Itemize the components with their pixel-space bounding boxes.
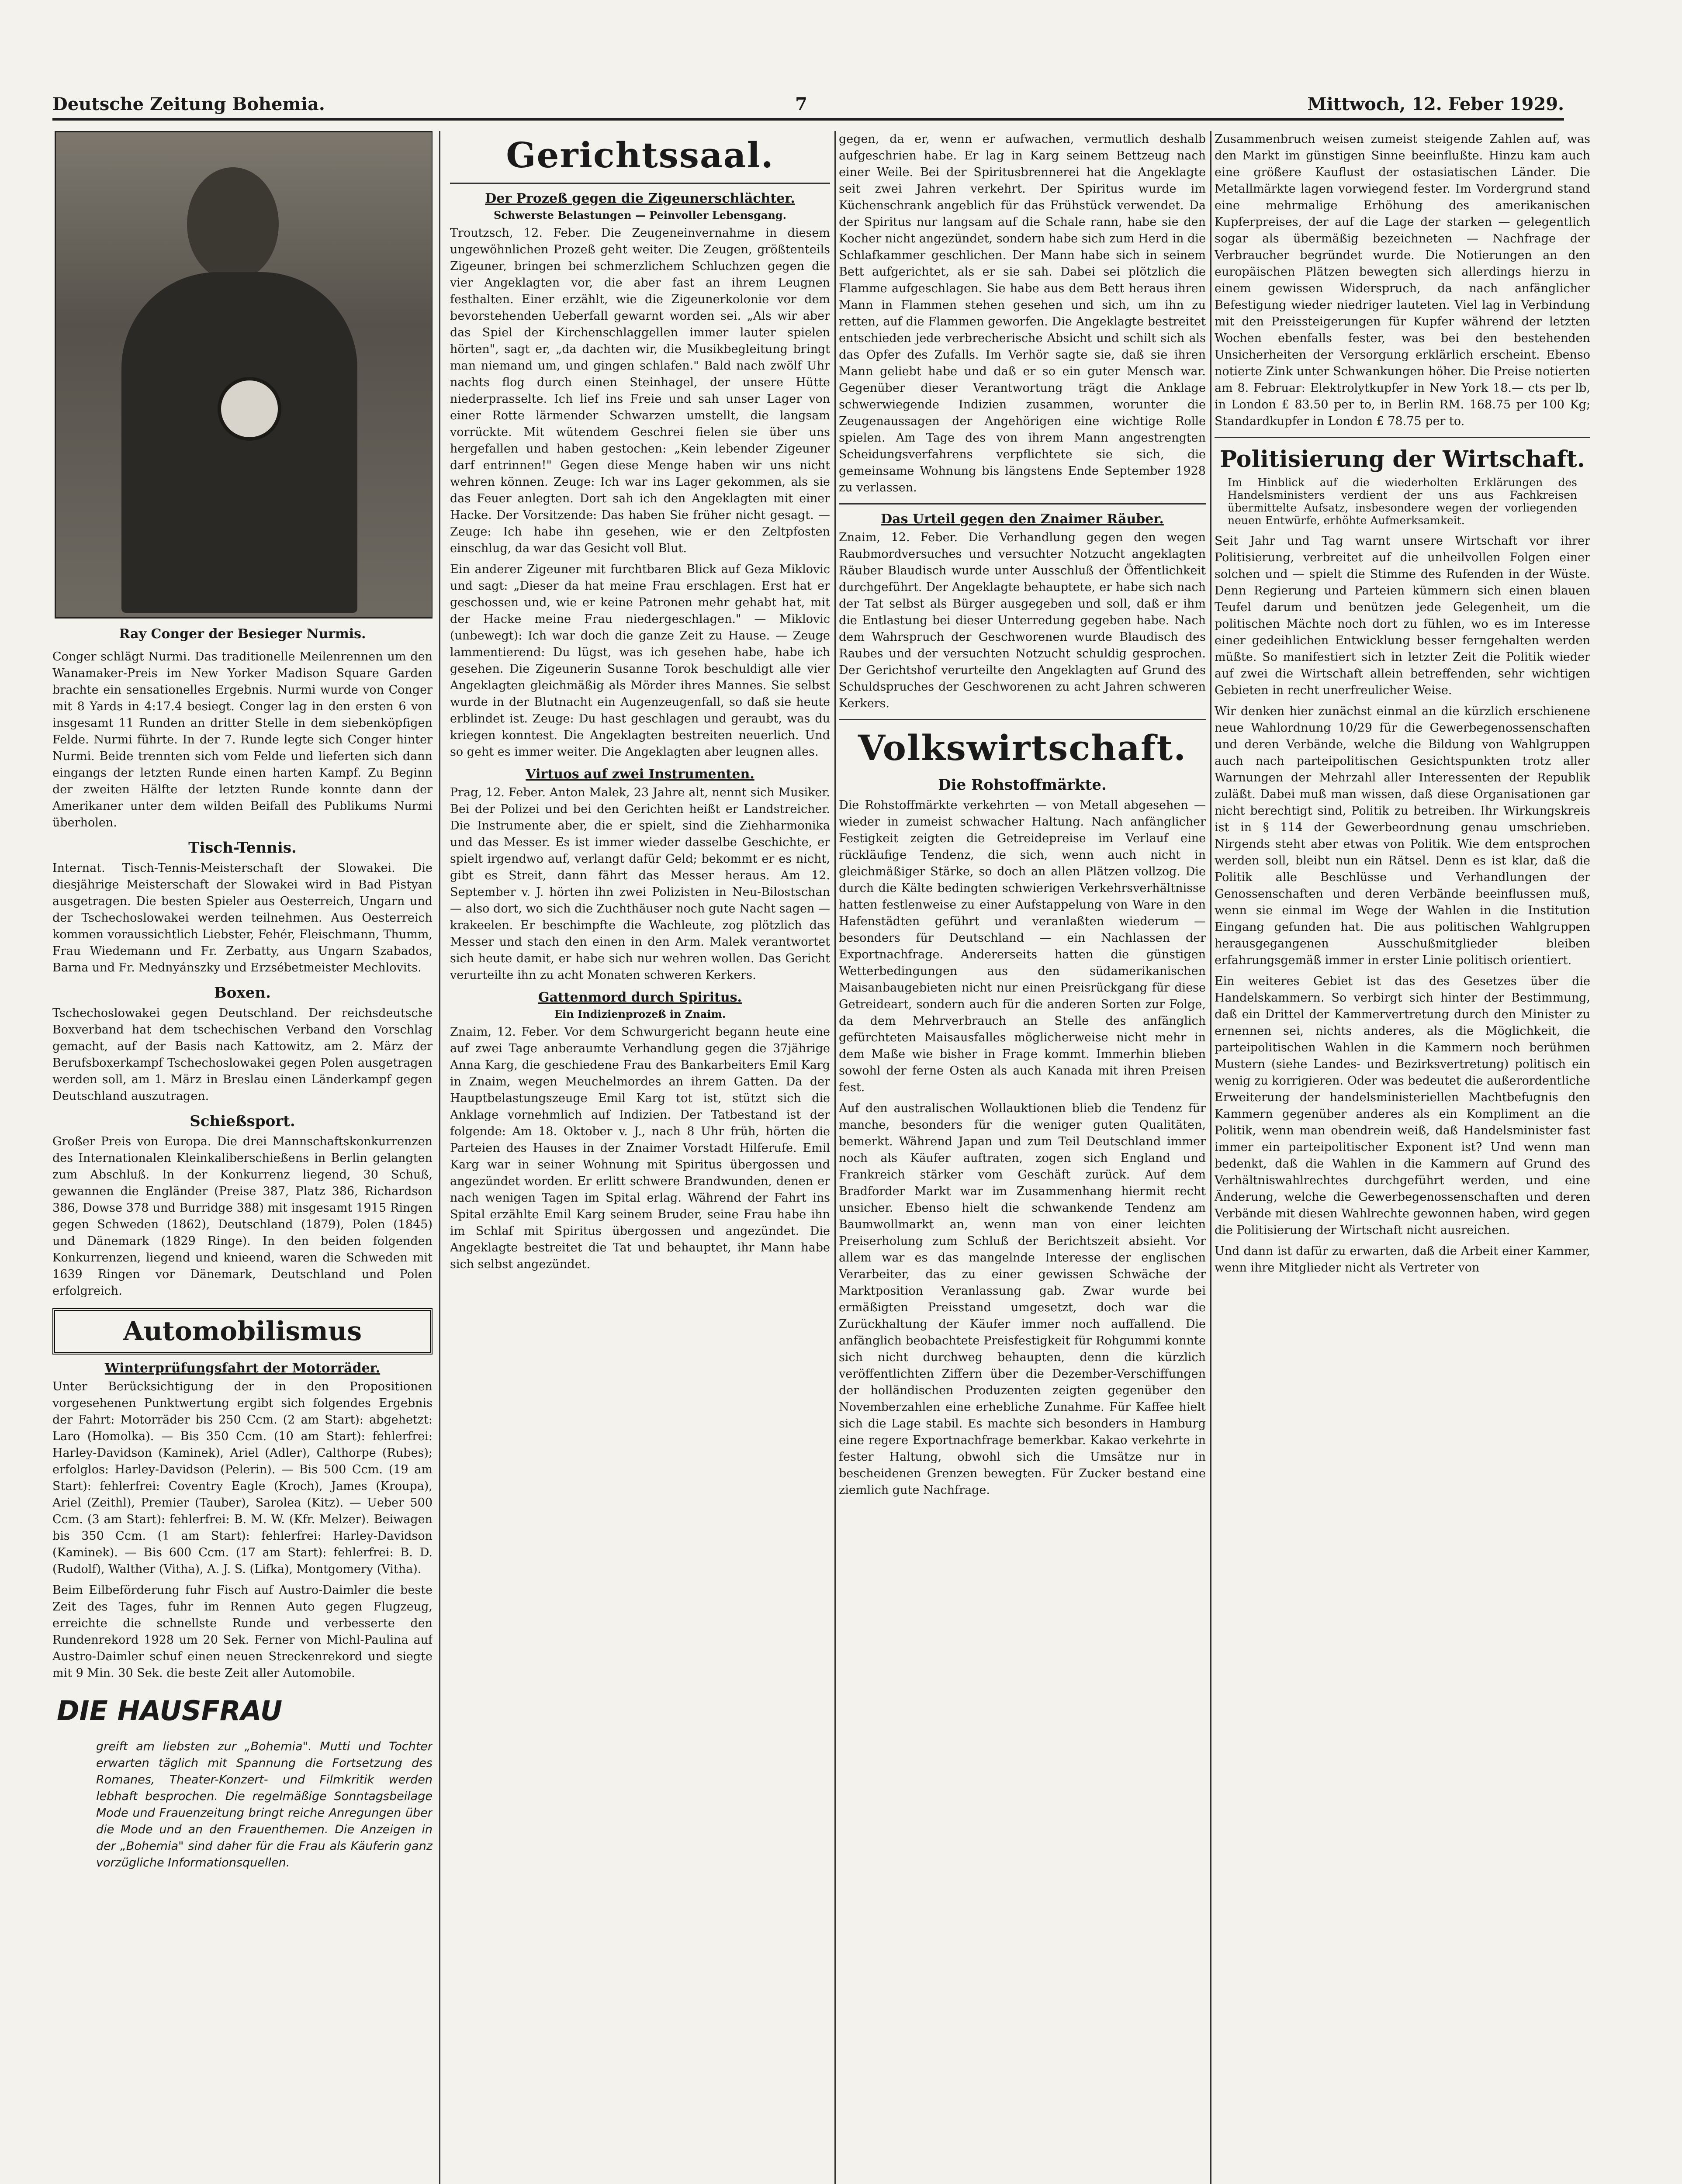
- section-title: Volkswirtschaft.: [858, 727, 1187, 768]
- article-text: Conger schlägt Nurmi. Das traditionelle Meilenrennen um den Wanamaker-Preis im New Yorker Madison Square Garden brachte ein sensationelles Ergebnis. Nurmi wurde von Conger mit 8 Yards in 4:17.4 besiegt. Conger lag in den ersten 6 von insgesamt 11 Runden an dritter Stelle in dem siebenköpfigen Felde. Nurmi führte. In der 7. Runde legte sich Conger hinter Nurmi. Beide trennten sich vom Felde und lieferten sich dann eingangs der letzten Runde einen harten Kampf. Zu Beginn der zweiten Hälfte der letzten Runde konnte dann der Amerikaner unter dem wilden Beifall des Publikums Nurmi überholen.: [52, 650, 433, 829]
- photo-head-shape: [187, 167, 279, 281]
- article-text: Auf den australischen Wollauktionen blieb die Tendenz für manche, besonders für die weniger guten Qualitäten, bemerkt. Während Japan und zum Teil Deutschland immer noch als Käufer auftraten, zogen sich England und Frankreich stärker vom Geschäft zurück. Auf dem Bradforder Markt war im Zusammenhang hiermit recht unsicher. Ebenso hielt die schwankende Tendenz am Baumwollmarkt an, wenn man von einer leichten Preiserholung zum Schluß der Berichtszeit absieht. Vor allem war es das mangelnde Interesse der englischen Verarbeiter, das zu einer gewissen Schwäche der Marktposition Veranlassung gab. Zwar wurde bei ermäßigten Preisstand umgesetzt, doch war die Zurückhaltung der Käufer immer noch auffallend. Die anfänglich beobachtete Preisfestigkeit für Rohgummi konnte sich nicht durchweg behaupten, denn die kürzlich veröffentlichten Ziffern über die Dezember-Verschiffungen der holländischen Produzenten zeigten gegenüber den Novemberzahlen eine erhebliche Zunahme. Für Kaffee hielt sich die Lage stabil. Es machte sich besonders in Hamburg eine regere Exportnachfrage bemerkbar. Kakao verkehrte in fester Haltung, obwohl sich die Umsätze nur in bescheidenen Grenzen bewegten. Für Zucker bestand eine ziemlich gute Nachfrage.: [839, 1102, 1206, 1497]
- article-text: Beim Eilbeförderung fuhr Fisch auf Austro-Daimler die beste Zeit des Tages, fuhr im Rennen Auto gegen Flugzeug, erreichte die schnellste Runde und verbesserte den Rundenrekord 1928 um 20 Sek. Ferner von Michl-Paulina auf Austro-Daimler schuf einen neuen Streckenrekord und siegte mit 9 Min. 30 Sek. die beste Zeit aller Automobile.: [52, 1583, 433, 1680]
- article-text: Die Rohstoffmärkte verkehrten — von Metall abgesehen — wieder in zumeist schwacher Haltung. Nach anfänglicher Festigkeit zeigten die Getreidepreise im Verlauf eine rückläufige Tendenz, die sich, wenn auch nicht in gleichmäßiger Stärke, so doch an allen Plätzen vollzog. Die durch die Kälte bedingten schwierigen Verkehrsverhältnisse hatten festlenweise zu einer Aufstappelung von Ware in den Hafenstädten geführt und veranlaßten wiederum — besonders für Deutschland — ein Nachlassen der Exportnachfrage. Andererseits hatten die günstigen Wetterbedingungen aus den südamerikanischen Maisanbaugebieten nicht nur einen Preisrückgang für diese Getreideart, sondern auch für die anderen Sorten zur Folge, da dem Mehrverbrauch an Stelle des anfänglich gefürchteten Maisausfalles möglicherweise nicht mehr in dem Maße wie bisher in Frage kommt. Immerhin blieben sowohl der ferne Osten als auch Kanada mit ihren Preisen fest.: [839, 798, 1206, 1094]
- column-4: [1215, 131, 1590, 2184]
- article-heading: Virtuos auf zwei Instrumenten.: [526, 767, 754, 782]
- column-rule: [834, 131, 836, 2184]
- column-1: [52, 131, 433, 2184]
- paper-name: Deutsche Zeitung Bohemia.: [52, 94, 325, 114]
- article-text: Znaim, 12. Feber. Vor dem Schwurgericht begann heute eine auf zwei Tage anberaumte Verhandlung gegen die 37jährige Anna Karg, die geschiedene Frau des Bankarbeiters Emil Karg in Znaim, wegen Meuchelmordes an ihrem Gatten. Da der Hauptbelastungszeuge Emil Karg tot ist, stützt sich die Anklage vornehmlich auf Indizien. Der Tatbestand ist der folgende: Am 18. Oktober v. J., nach 8 Uhr früh, hörten die Parteien des Hauses in der Znaimer Vorstadt Hilferufe. Emil Karg war in seiner Wohnung mit Spiritus übergossen und angezündet worden. Er erlitt schwere Brandwunden, denen er nach wenigen Tagen im Spital erlag. Während der Fahrt ins Spital erzählte Emil Karg seinem Bruder, seine Frau habe ihn im Schlaf mit Spiritus übergossen und angezündet. Die Angeklagte bestreitet die Tat und behauptet, ihr Mann habe sich selbst angezündet.: [450, 1025, 830, 1271]
- article-text: Ein anderer Zigeuner mit furchtbaren Blick auf Geza Miklovic und sagt: „Dieser da hat meine Frau erschlagen. Erst hat er geschossen und, wie er keine Patronen mehr gehabt hat, mit der Hacke meine Frau niedergeschlagen." — Miklovic (unbewegt): Ich war doch die ganze Zeit zu Hause. — Zeuge lammentierend: Du lügst, was ich gesehen habe, habe ich gesehen. Die Zigeunerin Susanne Torok beschuldigt alle vier Angeklagten gleichmäßig als Mörder ihres Mannes. Sie selbst wurde in der Blutnacht ein Augenzeugenfall, so daß sie heute erblindet ist. Zeuge: Du hast geschlagen und geraubt, was du kriegen konntest. Die Angeklagten bestreiten neuerlich. Und so geht es immer weiter. Die Angeklagten aber leugnen alles.: [450, 563, 830, 759]
- shirt-badge-icon: [218, 377, 281, 441]
- article-text: Internat. Tisch-Tennis-Meisterschaft der Slowakei. Die diesjährige Meisterschaft der Slowakei wird in Bad Pistyan ausgetragen. Die besten Spieler aus Oesterreich, Ungarn und der Tschechoslowakei werden teilnehmen. Aus Oesterreich kommen voraussichtlich Liebster, Fehér, Fleischmann, Thumm, Frau Wiedemann und Fr. Zerbatty, aus Ungarn Szabados, Barna und Fr. Mednyánszky und Erzsébetmeister Mechlovits.: [52, 861, 433, 975]
- column-2: [450, 131, 830, 2184]
- column-rule: [439, 131, 440, 2184]
- divider: [1215, 437, 1590, 438]
- divider: [450, 183, 830, 184]
- article-text: Troutzsch, 12. Feber. Die Zeugeneinvernahme in diesem ungewöhnlichen Prozeß geht weiter. Die Zeugen, größtenteils Zigeuner, bringen bei schmerzlichem Schluchzen gegen die vier Angeklagten vor, die aber fast an ihrem Leugnen festhalten. Einer erzählt, wie die Zigeunerkolonie vor dem bevorstehenden Ueberfall gewarnt worden sei. „Als wir aber das Spiel der Kirchenschlaggellen immer lauter spielen hörten", sagt er, „da dachten wir, die Musikbegleitung bringt man niemand um, und gingen schlafen." Bald nach zwölf Uhr nachts flog durch einen Steinhagel, der unsere Hütte niederprasselte. Ich lief ins Freie und sah unser Lager von einer Rotte lärmender Schwarzen umstellt, die langsam vorrückte. Mit wütendem Geschrei fielen sie über uns hergefallen und haben gestochen: „Kein lebender Zigeuner darf entrinnen!" Gegen diese Menge haben wir uns nicht wehren können. Zeuge: Ich war ins Lager gekommen, als sie das Feuer anlegten. Dort sah ich den Angeklagten mit einer Hacke. Der Vorsitzende: Das haben Sie früher nicht gesagt. — Zeuge: Ich habe ihn gesehen, wie er den Zeltpfosten einschlug, da war das Gesicht voll Blut.: [450, 226, 830, 555]
- article-text: Znaim, 12. Feber. Die Verhandlung gegen den wegen Raubmordversuches und versuchter Notzucht angeklagten Räuber Blaudisch wurde unter Ausschluß der Öffentlichkeit durchgeführt. Der Angeklagte behauptete, er habe sich nach der Tat selbst als Bürger ausgegeben und soll, daß er ihm die Entlastung bei dieser Unterredung gegeben habe. Nach dem Wahrspruch der Geschworenen wurde Blaudisch des Raubes und der versuchten Notzucht schuldig gesprochen. Der Gerichtshof verurteilte den Angeklagten auf Grund des Schuldspruches der Geschworenen zu acht Jahren schweren Kerkers.: [839, 531, 1206, 710]
- article-text: Seit Jahr und Tag warnt unsere Wirtschaft vor ihrer Politisierung, verbreitet auf die unheilvollen Folgen einer solchen und — spielt die Stimme des Rufenden in der Wüste. Denn Regierung und Parteien kümmern sich einen blauen Teufel darum und benützen jede Gelegenheit, um die politischen Mächte noch dort zu fühlen, wo es im Interesse einer gedeihlichen Entwicklung besser ferngehalten werden müßte. So manifestiert sich in letzter Zeit die Politik wieder auf zwei die Wirtschaft allein betreffenden, sehr wichtigen Gebieten in recht unerfreulicher Weise.: [1215, 534, 1590, 697]
- issue-date: Mittwoch, 12. Feber 1929.: [1307, 94, 1564, 114]
- article-subheading: Im Hinblick auf die wiederholten Erklärungen des Handelsministers verdient der uns aus Fachkreisen übermittelte Aufsatz, insbesondere wegen der vorliegenden neuen Entwürfe, erhöhte Aufmerksamkeit.: [1228, 476, 1577, 527]
- article-subheading: Schwerste Belastungen — Peinvoller Lebensgang.: [494, 209, 786, 221]
- article-heading: Politisierung der Wirtschaft.: [1220, 446, 1585, 473]
- advert-title: DIE HAUSFRAU: [57, 1695, 283, 1727]
- article-heading: Gattenmord durch Spiritus.: [538, 990, 742, 1005]
- article-subheading: Ein Indizienprozeß in Znaim.: [554, 1008, 726, 1020]
- section-heading: Boxen.: [214, 984, 271, 1002]
- article-text: Prag, 12. Feber. Anton Malek, 23 Jahre alt, nennt sich Musiker. Bei der Polizei und bei den Gerichten heißt er Landstreicher. Die Instrumente aber, die er spielt, sind die Ziehharmonika und das Messer. Es ist immer wieder dasselbe Geschichte, er spielt irgendwo auf, verlangt dafür Geld; bekommt er es nicht, gibt es Streit, dann fährt das Messer heraus. Am 12. September v. J. hörten ihn zwei Polizisten in Neu-Bilostschan — also dort, wo sich die Zuchthäuser noch gute Nacht sagen — krakeelen. Er beschimpfte die Wachleute, zog plötzlich das Messer und stach den einen in den Arm. Malek verantwortet sich heute damit, er habe sich nur wehren wollen. Das Gericht verurteilte ihn zu acht Monaten schweren Kerkers.: [450, 786, 830, 982]
- article-text: Tschechoslowakei gegen Deutschland. Der reichsdeutsche Boxverband hat dem tschechischen Verband den Vorschlag gemacht, auf der Basis nach Kattowitz, am 2. März der Berufsboxerkampf Tschechoslowakei gegen Polen ausgetragen werden soll, am 1. März in Breslau einen Länderkampf gegen Deutschland auszutragen.: [52, 1006, 433, 1103]
- divider: [839, 503, 1206, 505]
- section-title: Gerichtssaal.: [506, 135, 774, 176]
- article-text: gegen, da er, wenn er aufwachen, vermutlich deshalb aufgeschrien habe. Er lag in Karg seinem Bettzeug nach einer Weile. Bei der Spiritusbrennerei hat die Angeklagte seit zwei Jahren verkehrt. Der Spiritus wurde im Küchenschrank angeblich für das Frühstück verwendet. Da der Spiritus nur langsam auf die Schale rann, habe sie den Kocher nicht angezündet, sondern habe sich zum Herd in die Schlafkammer geschlichen. Der Mann habe sich in seinem Bett aufgerichtet, als er sie sah. Dabei sei plötzlich die Flamme aufgeschlagen. Sie habe aus dem Bett heraus ihren Mann in Flammen stehen gesehen und sich, um ihn zu retten, auf die Flammen geworfen. Die Angeklagte bestreitet entschieden jede verbrecherische Absicht und schilt sich als das Opfer des Zufalls. Im Verhör sagte sie, daß sie ihren Mann geliebt habe und daß er so ein guter Mensch war. Gegenüber dieser Verantwortung trägt die Anklage schwerwiegende Indizien zusammen, worunter die Zeugenaussagen der Angehörigen eine wichtige Rolle spielen. Am Tage des von ihrem Mann angestrengten Scheidungsverfahrens verpflichtete sie sich, die gemeinsame Wohnung bis längstens Ende September 1928 zu verlassen.: [839, 132, 1206, 494]
- section-heading: Schießsport.: [190, 1113, 295, 1130]
- photo-caption: Ray Conger der Besieger Nurmis.: [119, 626, 366, 642]
- article-text: Zusammenbruch weisen zumeist steigende Zahlen auf, was den Markt im günstigen Sinne beeinflußte. Hinzu kam auch eine größere Kauflust der ostasiatischen Länder. Die Metallmärkte lagen vorwiegend fester. Im Vordergrund stand eine mehrmalige Erhöhung des amerikanischen Kupferpreises, der auf die Lage der starken — gelegentlich sogar als übermäßig bezeichneten — Nachfrage der Verbraucher begründet wurde. Die Notierungen an den europäischen Plätzen bewegten sich allerdings hierzu in einem gewissen Widerspruch, da nach anfänglicher Befestigung wieder niedriger lauteten. Viel lag in Verbindung mit den Preissteigerungen für Kupfer während der letzten Wochen ebenfalls fester, was bei den bestehenden Unsicherheiten der Versorgung erklärlich erscheint. Ebenso notierte Zink unter Schwankungen höher. Die Preise notierten am 8. Februar: Elektrolytkupfer in New York 18.— cts per lb, in London £ 83.50 per to, in Berlin RM. 168.75 per 100 Kg; Standardkupfer in London £ 78.75 per to.: [1215, 132, 1590, 428]
- article-text: Wir denken hier zunächst einmal an die kürzlich erschienene neue Wahlordnung 10/29 für die Gewerbegenossenschaften und deren Verbände, welche die Bildung von Wahlgruppen auch nach parteipolitischen Gesichtspunkten trotz aller Warnungen der Mehrzahl aller Interessenten der Republik zuläßt. Dabei muß man wissen, daß diese Organisationen gar nicht berechtigt sind, Politik zu betreiben. Ihr Wirkungskreis ist in § 114 der Gewerbeordnung genau umschrieben. Nirgends steht aber etwas von Politik. Wie dem entsprochen werden soll, bleibt nun ein Rätsel. Denn es ist klar, daß die Politik alle Beschlüsse und Verhandlungen der Genossenschaften und deren Verbände beeinflussen muß, wenn sie einmal im Wege der Wahlen in die Institution Eingang gefunden hat. Die aus politischen Wahlgruppen herausgegangenen Ausschußmitglieder bleiben erfahrungsgemäß immer in erster Linie politisch orientiert.: [1215, 705, 1590, 967]
- section-banner: Automobilismus: [52, 1308, 433, 1355]
- page-number: 7: [795, 94, 807, 114]
- article-text: Großer Preis von Europa. Die drei Mannschaftskonkurrenzen des Internationalen Kleinkaliberschießens in Berlin gelangten zum Abschluß. In der Konkurrenz liegend, 30 Schuß, gewannen die Engländer (Preise 387, Platz 386, Richardson 386, Dowse 378 und Burridge 388) mit insgesamt 1915 Ringen gegen Schweden (1862), Deutschland (1879), Polen (1845) und Dänemark (1829 Ringe). In den beiden folgenden Konkurrenzen, liegend und knieend, waren die Schweden mit 1639 Ringen vor Dänemark, Deutschland und Polen erfolgreich.: [52, 1135, 433, 1298]
- column-rule: [1210, 131, 1211, 2184]
- article-text: Ein weiteres Gebiet ist das des Gesetzes über die Handelskammern. So verbirgt sich hinter der Bestimmung, daß ein Drittel der Kammervertretung durch den Minister zu ernennen sei, nichts anderes, als die Möglichkeit, die parteipolitischen Wahlen in die Kammern noch berühmen Mustern (siehe Landes- und Bezirksvertretung) politisch ein wenig zu korrigieren. Oder was bedeutet die außerordentliche Erweiterung der handelsministeriellen Machtbefugnis den Kammern gegenüber anderes als ein Kompliment an die Politik, wenn man obendrein weiß, daß Handelsminister fast immer ein parteipolitischer Exponent ist? Und wenn man bedenkt, daß die Wahlen in die Kammern auf Grund des Verhältniswahlrechtes durchgeführt werden, und eine Änderung, welche die Gewerbegenossenschaften und deren Verbände mit diesen Wahlrechte gewonnen haben, wird gegen die Politisierung der Wirtschaft nicht ausreichen.: [1215, 975, 1590, 1237]
- article-heading: Das Urteil gegen den Znaimer Räuber.: [881, 511, 1164, 527]
- athlete-photo: [55, 131, 433, 619]
- column-3: [839, 131, 1206, 2184]
- article-text: Und dann ist dafür zu erwarten, daß die Arbeit einer Kammer, wenn ihre Mitglieder nicht als Vertreter von: [1215, 1244, 1590, 1275]
- divider: [839, 719, 1206, 720]
- article-heading: Die Rohstoffmärkte.: [938, 776, 1107, 794]
- article-heading: Der Prozeß gegen die Zigeunerschlächter.: [485, 191, 795, 206]
- advert-text: greift am liebsten zur „Bohemia". Mutti und Tochter erwarten täglich mit Spannung die Fortsetzung des Romanes, Theater-Konzert- und Filmkritik werden lebhaft besprochen. Die regelmäßige Sonntagsbeilage Mode und Frauenzeitung bringt reiche Anregungen über die Mode und an den Frauenthemen. Die Anzeigen in der „Bohemia" sind daher für die Frau als Käuferin ganz vorzügliche Informationsquellen.: [96, 1740, 433, 1870]
- photo-torso-shape: [121, 272, 357, 613]
- article-text: Unter Berücksichtigung der in den Propositionen vorgesehenen Punktwertung ergibt sich folgendes Ergebnis der Fahrt: Motorräder bis 250 Ccm. (2 am Start): abgehetzt: Laro (Homolka). — Bis 350 Ccm. (10 am Start): fehlerfrei: Harley-Davidson (Kaminek), Ariel (Adler), Calthorpe (Rubes); erfolglos: Harley-Davidson (Pelerin). — Bis 500 Ccm. (19 am Start): fehlerfrei: Coventry Eagle (Kroch), James (Kroupa), Ariel (Zeithl), Premier (Tauber), Sarolea (Kitz). — Ueber 500 Ccm. (3 am Start): fehlerfrei: B. M. W. (Kfr. Melzer). Beiwagen bis 350 Ccm. (1 am Start): fehlerfrei: Harley-Davidson (Kaminek). — Bis 600 Ccm. (17 am Start): fehlerfrei: B. D. (Rudolf), Walther (Vitha), A. J. S. (Lifka), Montgomery (Vitha).: [52, 1380, 433, 1576]
- section-heading: Tisch-Tennis.: [188, 839, 297, 857]
- masthead: [52, 92, 1564, 121]
- article-heading: Winterprüfungsfahrt der Motorräder.: [104, 1361, 381, 1376]
